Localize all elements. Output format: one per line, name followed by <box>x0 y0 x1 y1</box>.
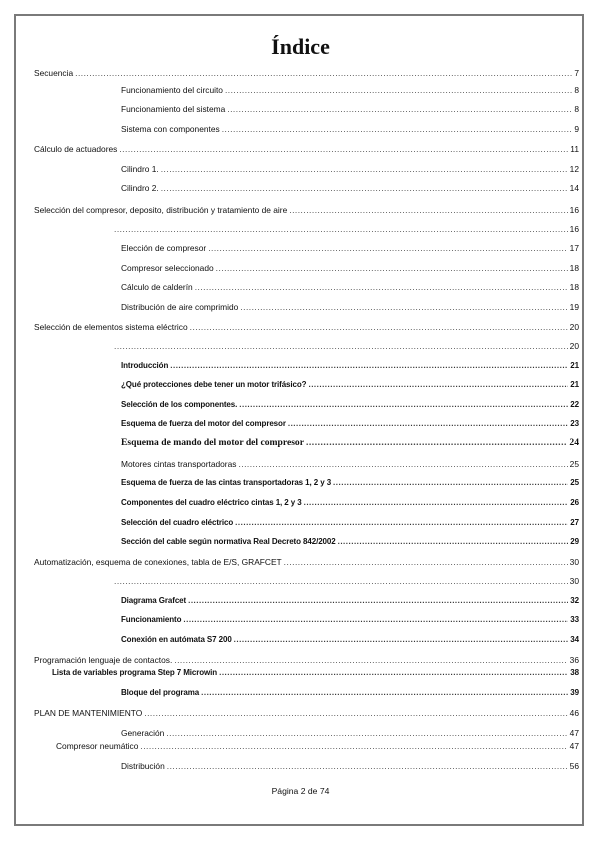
toc-entry-page: 26 <box>570 498 579 507</box>
toc-entry-page: 8 <box>574 85 579 95</box>
toc-entry[interactable] <box>121 438 579 448</box>
toc-entry[interactable] <box>121 183 579 193</box>
toc-entry-title: Selección del compresor, deposito, distribución y tratamiento de aire <box>34 205 288 215</box>
toc-entry-title: Esquema de fuerza de las cintas transportadoras 1, 2 y 3 <box>121 478 332 487</box>
toc-entry-page: 12 <box>569 164 579 174</box>
toc-entry[interactable] <box>34 68 579 78</box>
toc-leader-dots <box>222 124 573 134</box>
toc-entry-page: 29 <box>570 537 579 546</box>
toc-leader-dots <box>144 708 567 718</box>
toc-leader-dots <box>308 380 568 390</box>
toc-entry-page: 34 <box>570 635 579 644</box>
toc-entry-page: 38 <box>570 668 579 677</box>
toc-leader-dots <box>114 341 568 351</box>
toc-leader-dots <box>170 361 568 371</box>
toc-entry-title: Bloque del programa <box>121 688 200 697</box>
toc-entry-page: 47 <box>569 728 579 738</box>
toc-entry-title: Lista de variables programa Step 7 Microwin <box>52 668 218 677</box>
toc-entry-page: 21 <box>570 361 579 370</box>
toc-entry[interactable] <box>121 688 579 698</box>
toc-entry-title: Selección del cuadro eléctrico <box>121 518 234 527</box>
toc-leader-dots <box>167 761 568 771</box>
toc-entry-page: 18 <box>569 282 579 292</box>
toc-entry-title: Selección de los componentes. <box>121 400 238 409</box>
toc-entry[interactable] <box>121 459 579 469</box>
toc-entry-title: Selección de elementos sistema eléctrico <box>34 322 188 332</box>
toc-entry[interactable] <box>121 243 579 253</box>
toc-entry-page: 56 <box>569 761 579 771</box>
toc-entry-page: 17 <box>569 243 579 253</box>
toc-entry-title: Automatización, esquema de conexiones, tabla de E/S, GRAFCET <box>34 557 282 567</box>
toc-entry-title: Programación lenguaje de contactos. <box>34 655 173 665</box>
toc-entry-page: 16 <box>569 205 579 215</box>
toc-entry-page: 7 <box>574 68 579 78</box>
toc-entry[interactable] <box>34 322 579 332</box>
toc-entry-title: Compresor neumático <box>56 741 139 751</box>
toc-entry-page: 21 <box>570 380 579 389</box>
toc-entry-title: Componentes del cuadro eléctrico cintas 1, 2 y 3 <box>121 498 302 507</box>
toc-entry-title: Cilindro 2. <box>121 183 159 193</box>
toc-entry-page: 9 <box>574 124 579 134</box>
toc-entry-page: 30 <box>569 557 579 567</box>
toc-leader-dots <box>235 518 568 528</box>
toc-leader-dots <box>333 478 568 488</box>
toc-entry-title: Cálculo de actuadores <box>34 144 118 154</box>
toc-leader-dots <box>208 243 567 253</box>
toc-leader-dots <box>225 85 572 95</box>
toc-entry-title: Secuencia <box>34 68 74 78</box>
toc-leader-dots <box>190 322 568 332</box>
toc-entry-title: Elección de compresor <box>121 243 207 253</box>
toc-entry[interactable] <box>121 498 579 508</box>
toc-leader-dots <box>304 498 569 508</box>
toc-leader-dots <box>284 557 568 567</box>
toc-leader-dots <box>240 302 567 312</box>
toc-leader-dots <box>114 224 568 234</box>
toc-entry[interactable] <box>121 419 579 429</box>
toc-entry[interactable] <box>34 708 579 718</box>
toc-entry[interactable] <box>121 85 579 95</box>
toc-entry[interactable] <box>121 124 579 134</box>
toc-entry-page: 8 <box>574 104 579 114</box>
toc-entry-page: 18 <box>569 263 579 273</box>
toc-entry[interactable] <box>121 302 579 312</box>
toc-entry-title: Cilindro 1. <box>121 164 159 174</box>
page-footer: Página 2 de 74 <box>271 786 330 796</box>
toc-entry-page: 30 <box>569 576 579 586</box>
toc-entry-page: 46 <box>569 708 579 718</box>
toc-entry[interactable] <box>121 537 579 547</box>
toc-leader-dots <box>234 635 569 645</box>
toc-entry[interactable] <box>121 361 579 371</box>
toc-leader-dots <box>119 144 568 154</box>
toc-leader-dots <box>288 419 568 429</box>
toc-entry[interactable] <box>112 576 579 586</box>
toc-leader-dots <box>161 164 568 174</box>
toc-leader-dots <box>140 741 567 751</box>
toc-entry-title: Distribución de aire comprimido <box>121 302 239 312</box>
toc-leader-dots <box>166 728 567 738</box>
toc-entry[interactable] <box>121 761 579 771</box>
toc-entry-title: Funcionamiento del circuito <box>121 85 223 95</box>
toc-leader-dots <box>289 205 567 215</box>
toc-entry-page: 36 <box>569 655 579 665</box>
toc-entry-title: Diagrama Grafcet <box>121 596 187 605</box>
toc-entry-title: Compresor seleccionado <box>121 263 214 273</box>
toc-entry-title: ¿Qué protecciones debe tener un motor trifásico? <box>121 380 307 389</box>
toc-entry-page: 32 <box>570 596 579 605</box>
toc-entry-page: 47 <box>569 741 579 751</box>
toc-leader-dots <box>306 438 567 448</box>
toc-leader-dots <box>239 400 568 410</box>
toc-entry-title: Conexión en autómata S7 200 <box>121 635 232 644</box>
toc-entry[interactable] <box>56 741 579 751</box>
toc-entry[interactable] <box>34 655 579 665</box>
toc-entry-title: Sistema con componentes <box>121 124 220 134</box>
toc-entry[interactable] <box>112 341 579 351</box>
toc-entry-title: Funcionamiento del sistema <box>121 104 226 114</box>
toc-entry-title: Motores cintas transportadoras <box>121 459 237 469</box>
toc-leader-dots <box>174 655 567 665</box>
toc-leader-dots <box>114 576 568 586</box>
toc-leader-dots <box>338 537 569 547</box>
toc-entry[interactable] <box>121 282 579 292</box>
toc-leader-dots <box>75 68 572 78</box>
toc-entry-title: Esquema de fuerza del motor del compresor <box>121 419 286 428</box>
toc-leader-dots <box>195 282 568 292</box>
toc-leader-dots <box>238 459 567 469</box>
toc-entry-page: 27 <box>570 518 579 527</box>
toc-entry[interactable] <box>34 557 579 567</box>
toc-entry-page: 11 <box>570 144 579 154</box>
toc-entry-title: Distribución <box>121 761 165 771</box>
toc-leader-dots <box>216 263 568 273</box>
toc-entry-page: 25 <box>570 478 579 487</box>
toc-entry-title: PLAN DE MANTENIMIENTO <box>34 708 143 718</box>
toc-entry-title: Generación <box>121 728 165 738</box>
toc-entry-title: Funcionamiento <box>121 615 182 624</box>
toc-entry[interactable] <box>121 478 579 488</box>
toc-entry[interactable] <box>121 728 579 738</box>
toc-entry-page: 33 <box>570 615 579 624</box>
toc-entry-page: 14 <box>569 183 579 193</box>
toc-entry-title: Esquema de mando del motor del compresor <box>121 437 304 448</box>
toc-entry-page: 24 <box>569 437 579 448</box>
toc-entry-page: 25 <box>569 459 579 469</box>
toc-entry-page: 23 <box>570 419 579 428</box>
toc-entry-page: 20 <box>569 322 579 332</box>
toc-entry-page: 16 <box>569 224 579 234</box>
toc-entry-title: Cálculo de calderín <box>121 282 193 292</box>
toc-entry-page: 39 <box>570 688 579 697</box>
toc-entry[interactable] <box>121 400 579 410</box>
toc-leader-dots <box>188 596 568 606</box>
toc-entry-page: 22 <box>570 400 579 409</box>
toc-entry[interactable] <box>121 164 579 174</box>
toc-entry-title: Introducción <box>121 361 169 370</box>
toc-entry[interactable] <box>112 224 579 234</box>
toc-entry[interactable] <box>52 668 579 678</box>
page-title: Índice <box>271 34 330 59</box>
toc-entry[interactable] <box>121 596 579 606</box>
toc-leader-dots <box>161 183 568 193</box>
toc-leader-dots <box>227 104 572 114</box>
toc-entry[interactable] <box>121 518 579 528</box>
toc-entry[interactable] <box>121 104 579 114</box>
toc-entry[interactable] <box>121 380 579 390</box>
toc-entry-page: 20 <box>569 341 579 351</box>
toc-entry[interactable] <box>34 144 579 154</box>
toc-entry[interactable] <box>121 263 579 273</box>
toc-leader-dots <box>183 615 568 625</box>
toc-entry[interactable] <box>121 615 579 625</box>
toc-entry[interactable] <box>121 635 579 645</box>
toc-entry-title: Sección del cable según normativa Real Decreto 842/2002 <box>121 537 336 546</box>
toc-entry[interactable] <box>34 205 579 215</box>
toc-leader-dots <box>201 688 568 698</box>
toc-leader-dots <box>219 668 568 678</box>
toc-entry-page: 19 <box>569 302 579 312</box>
